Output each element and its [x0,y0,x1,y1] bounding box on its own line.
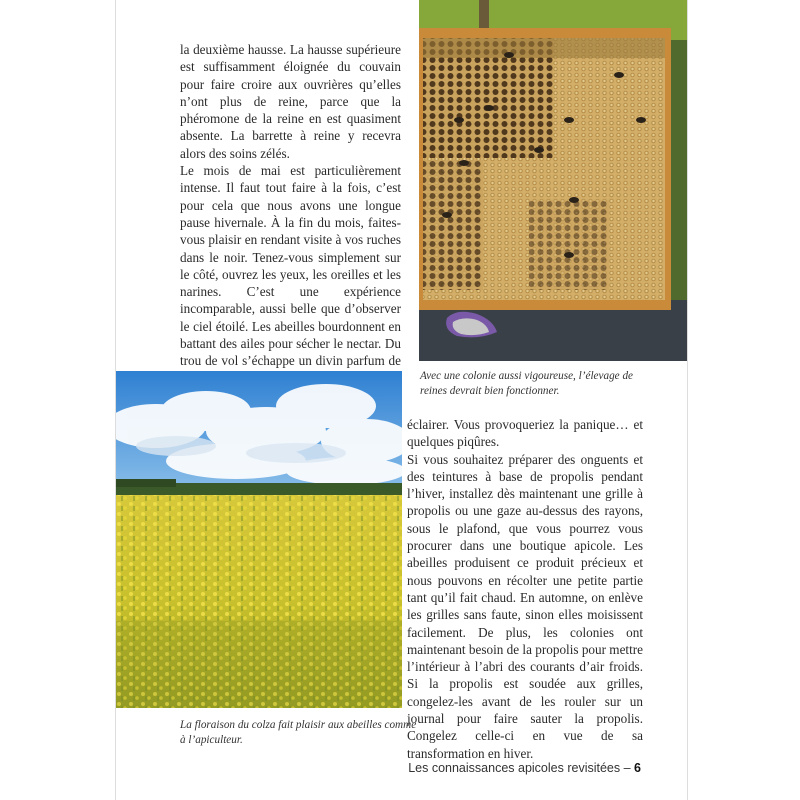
paragraph: éclairer. Vous provoqueriez la panique… et quelques piqûres. [407,417,643,450]
paragraph: Le mois de mai est particulièrement intense. Il faut tout faire à la fois, c’est pour cela que nous avons une longue pause hivernale. À la fin du mois, faites-vous plaisir en rendant visite à vos ruches dans le noir. Tenez-vous simplement sur le côté, ouvrez les yeux, les oreilles et les narines. C’est une expérience incomparable, aussi belle que d’observer le ciel étoilé. Les abeilles bourdonnent en battant des ailes pour sécher le nectar. Du trou de vol s’échappe un divin parfum de [180,163,401,369]
page-number: 6 [634,761,641,775]
footer-separator: – [623,761,631,775]
photo-bee-frame [419,0,687,361]
caption-colza: La floraison du colza fait plaisir aux abeilles comme à l’apiculteur. [180,719,417,746]
paragraph: la deuxième hausse. La hausse supérieure est suffisamment éloignée du couvain pour faire croire aux ouvrières qu’elles n’ont plus de reine, parce que la phéromone de la reine en est quasiment absente. La barrette à reine y recevra alors des soins zélés. [180,42,401,161]
running-title: Les connaissances apicoles revisitées [408,761,621,775]
text-column-right [407,416,643,762]
rapeseed-field-illustration [116,371,402,708]
caption-bees: Avec une colonie aussi vigoureuse, l’élevage de reines devrait bien fonctionner. [420,370,633,397]
book-page [115,0,688,800]
photo-rapeseed-field [116,371,402,708]
paragraph: Si vous souhaitez préparer des onguents et des teintures à base de propolis pendant l’hiver, installez dès maintenant une grille à propolis ou une gaze au-dessus des rayons, sous le plafond, que vous pourrez vous procurer dans une boutique apicole. Les abeilles produisent ce produit précieux et nous pouvons en récolter une petite partie tant qu’il fait chaud. En automne, on enlève les grilles sans faute, sinon elles moisissent facilement. De plus, les colonies ont maintenant besoin de la propolis pour mettre l’intérieur à l’abri des courants d’air froids. Si la propolis est soudée aux grilles, congelez-les avant de les rouler sur un journal pour faire sauter la propolis. Congelez celle-ci en vue de sa transformation en hiver. [407,451,643,761]
page-footer [408,761,641,775]
bee-frame-illustration [419,0,687,361]
